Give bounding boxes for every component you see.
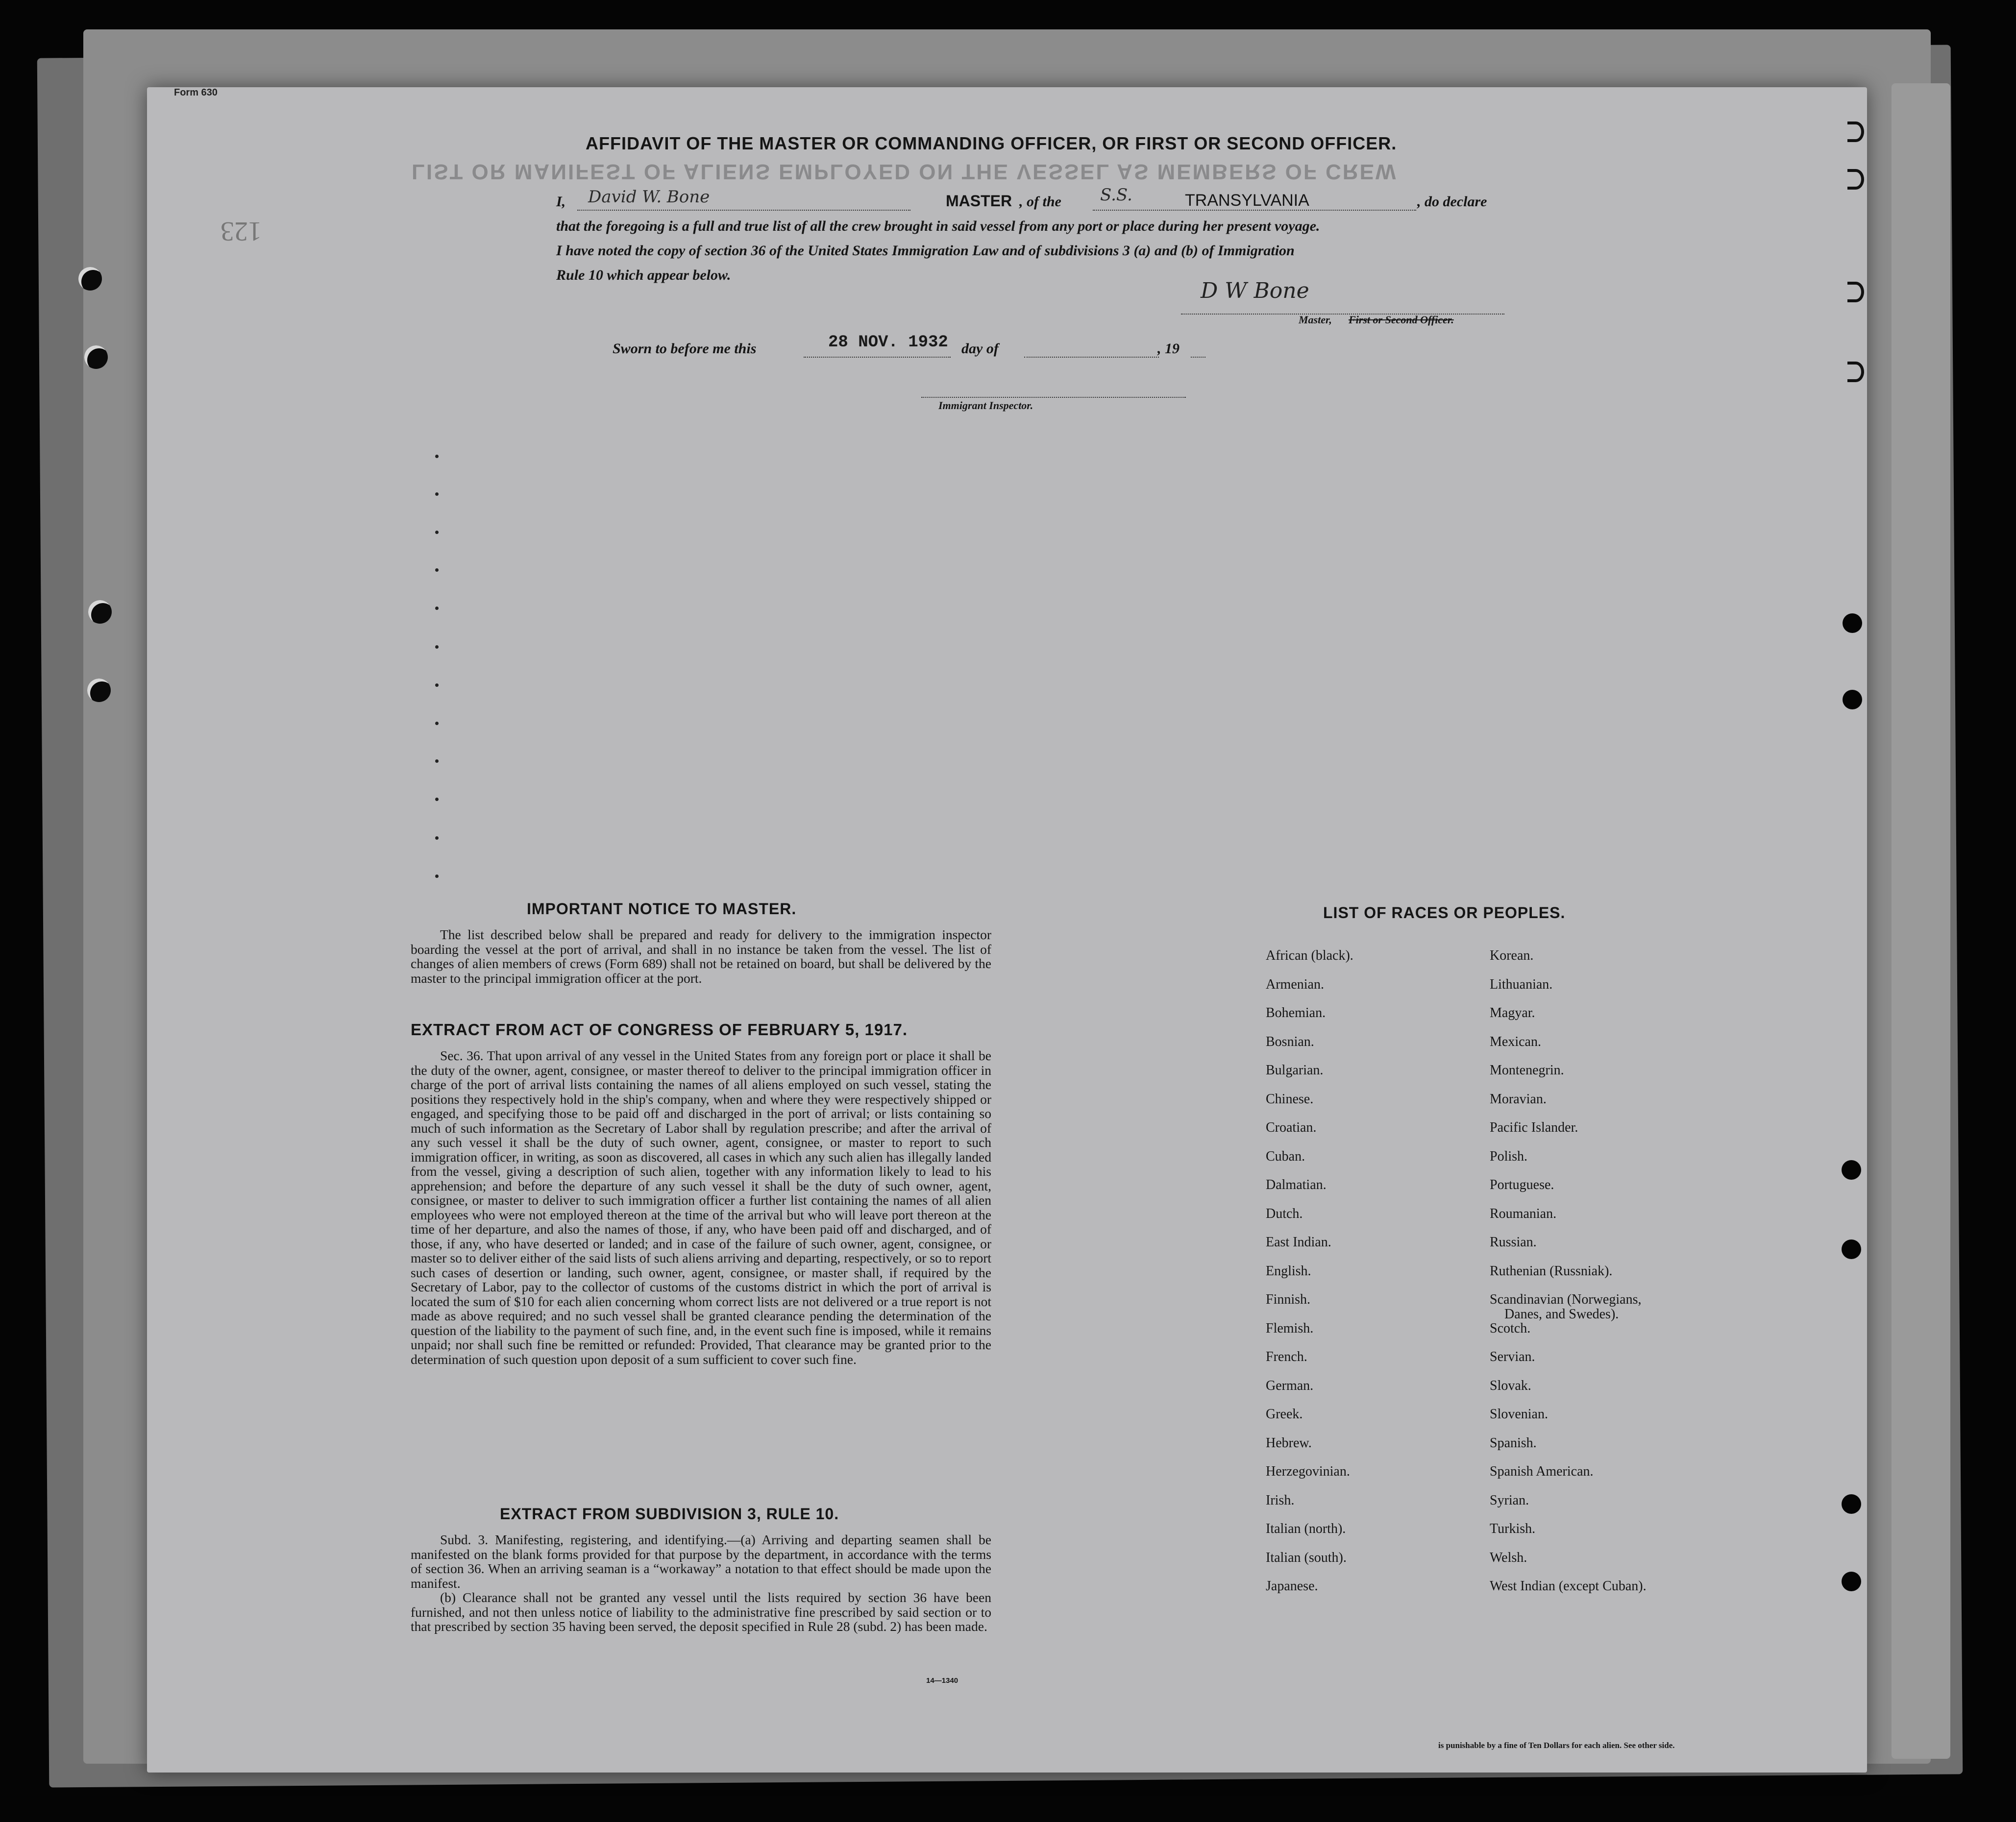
race-item: Roumanian.: [1490, 1206, 1557, 1221]
race-item: Lithuanian.: [1490, 976, 1553, 992]
of-the-label: , of the: [1019, 194, 1061, 210]
print-code: 14—1340: [926, 1676, 959, 1685]
race-item: German.: [1266, 1378, 1314, 1393]
race-item: Italian (north).: [1266, 1521, 1346, 1536]
race-item: East Indian.: [1266, 1235, 1331, 1250]
year-label: , 19: [1157, 340, 1180, 357]
affidavit-line-3: I have noted the copy of section 36 of the United States Immigration Law and of subdivisions 3 (a) and (b) of Immigration: [556, 243, 1295, 259]
document-page: [147, 87, 1867, 1773]
race-item: Italian (south).: [1266, 1550, 1347, 1565]
sworn-day-line: [804, 357, 951, 358]
race-item: Scandinavian (Norwegians,: [1490, 1292, 1642, 1307]
signature-caption-struck: First or Second Officer.: [1349, 314, 1454, 326]
back-sheet-edge: [1892, 83, 1950, 1759]
race-item: Turkish.: [1490, 1521, 1536, 1536]
race-item: Bosnian.: [1266, 1034, 1314, 1049]
race-item: Armenian.: [1266, 976, 1324, 992]
race-item: Welsh.: [1490, 1550, 1527, 1565]
sworn-label: Sworn to before me this: [613, 340, 757, 357]
race-item: Finnish.: [1266, 1292, 1311, 1307]
binder-hole-icon: [1842, 1239, 1861, 1259]
race-item: Danes, and Swedes).: [1504, 1307, 1619, 1322]
affidavit-title: AFFIDAVIT OF THE MASTER OR COMMANDING OFFICER, OR FIRST OR SECOND OFFICER.: [586, 133, 1397, 153]
race-item: Irish.: [1266, 1492, 1295, 1508]
race-item: Hebrew.: [1266, 1435, 1312, 1451]
race-item: African (black).: [1266, 948, 1353, 963]
race-item: Moravian.: [1490, 1091, 1547, 1107]
race-item: Scotch.: [1490, 1320, 1531, 1336]
extract-act-title: EXTRACT FROM ACT OF CONGRESS OF FEBRUARY 5, 1917.: [411, 1020, 908, 1039]
race-item: Slovak.: [1490, 1378, 1531, 1393]
year-line: [1191, 357, 1205, 358]
race-item: Magyar.: [1490, 1005, 1535, 1020]
race-item: Bohemian.: [1266, 1005, 1326, 1020]
clip-icon: [1847, 121, 1864, 142]
vessel-prefix-handwritten: S.S.: [1100, 185, 1132, 205]
fine-note: is punishable by a fine of Ten Dollars for each alien. See other side.: [1438, 1741, 1675, 1750]
race-item: Dalmatian.: [1266, 1177, 1327, 1192]
vessel-name: TRANSYLVANIA: [1185, 191, 1309, 210]
extract-rule-text: [411, 1532, 991, 1634]
race-item: Spanish.: [1490, 1435, 1537, 1451]
race-item: Bulgarian.: [1266, 1063, 1324, 1078]
binder-hole-icon: [1843, 613, 1862, 633]
race-item: Flemish.: [1266, 1320, 1314, 1336]
race-item: Herzegovinian.: [1266, 1464, 1350, 1479]
rule-subdivision-a: Subd. 3. Manifesting, registering, and identifying.—(a) Arriving and departing seamen shall be manifested on the blank forms provided for that purpose by the department, in accordance with the terms of section 36. When an arriving seaman is a “workaway” a notation to that effect should be made upon the manifest.: [411, 1532, 991, 1591]
race-item: Polish.: [1490, 1148, 1528, 1164]
day-of-label: day of: [961, 340, 999, 357]
master-name-handwritten: David W. Bone: [588, 187, 710, 207]
affidavit-line-4: Rule 10 which appear below.: [556, 267, 731, 283]
affidavit-line-2: that the foregoing is a full and true list of all the crew brought in said vessel from any port or place during her present voyage.: [556, 218, 1320, 234]
binder-hole-icon: [84, 345, 108, 369]
race-item: Portuguese.: [1490, 1177, 1554, 1192]
binder-hole-icon: [78, 267, 102, 291]
bleed-through-number: 123: [221, 216, 262, 246]
month-line: [1024, 357, 1159, 358]
race-item: Montenegrin.: [1490, 1063, 1564, 1078]
race-item: Mexican.: [1490, 1034, 1541, 1049]
race-item: Ruthenian (Russniak).: [1490, 1263, 1613, 1279]
race-item: French.: [1266, 1349, 1307, 1364]
race-item: West Indian (except Cuban).: [1490, 1579, 1647, 1594]
race-item: Syrian.: [1490, 1492, 1529, 1508]
binder-hole-icon: [87, 679, 111, 702]
race-item: Japanese.: [1266, 1579, 1318, 1594]
clip-icon: [1847, 282, 1864, 302]
clip-icon: [1847, 362, 1864, 382]
signature-caption-master: Master,: [1299, 314, 1332, 326]
race-item: Greek.: [1266, 1407, 1303, 1422]
important-notice-title: IMPORTANT NOTICE TO MASTER.: [527, 900, 797, 918]
important-notice-text: The list described below shall be prepared and ready for delivery to the immigration inspector boarding the vessel at the port of arrival, and shall in no instance be taken from the vessel. The list of changes of alien members of crews (Form 689) shall not be retained on board, but shall be delivered by the master to the principal immigration officer at the port.: [411, 927, 991, 986]
race-item: Pacific Islander.: [1490, 1120, 1578, 1135]
master-signature: D W Bone: [1201, 278, 1309, 303]
race-item: Dutch.: [1266, 1206, 1303, 1221]
binder-hole-icon: [88, 600, 112, 624]
binder-hole-icon: [1842, 1572, 1861, 1591]
race-item: Spanish American.: [1490, 1464, 1594, 1479]
inspector-line: [921, 397, 1186, 398]
clip-icon: [1847, 169, 1864, 190]
race-item: Servian.: [1490, 1349, 1535, 1364]
form-number: Form 630: [174, 87, 218, 98]
race-item: Korean.: [1490, 948, 1534, 963]
affidavit-i-label: I,: [556, 194, 566, 210]
race-item: Croatian.: [1266, 1120, 1317, 1135]
date-stamp: 28 NOV. 1932: [828, 333, 948, 352]
race-item: Russian.: [1490, 1235, 1537, 1250]
binder-hole-icon: [1842, 1160, 1861, 1180]
binder-hole-icon: [1843, 690, 1862, 709]
binder-hole-icon: [1842, 1494, 1861, 1514]
master-name-line: [577, 210, 910, 211]
bleed-through-header: LIST OR MANIFEST OF ALIENS EMPLOYED ON THE VESSEL AS MEMBERS OF CREW: [412, 160, 1398, 184]
extract-act-text: Sec. 36. That upon arrival of any vessel in the United States from any foreign port or place it shall be the duty of the owner, agent, consignee, or master thereof to deliver to the principal immigration officer in charge of the port of arrival lists containing the names of all aliens employed on such vessel, stating the positions they respectively hold in the ship's company, when and where they were respectively shipped or engaged, and specifying those to be paid off and discharged in the port of arrival; or lists containing so much of such information as the Secretary of Labor shall by regulation prescribe; and after the arrival of any such vessel it shall be the duty of such owner, agent, consignee, or master to report to such immigration officer, in writing, as soon as discovered, all cases in which any such alien has illegally landed from the vessel, giving a description of such alien, together with any information likely to lead to his apprehension; and before the departure of any such vessel it shall be the duty of such owner, agent, consignee, or master to deliver to such immigration officer a further list containing the names of all alien employees who were not employed thereon at the time of the arrival but who will leave port thereon at the time of her departure, and also the names of those, if any, who have been paid off and discharged, and of those, if any, who have deserted or landed; and in case of the failure of such owner, agent, consignee, or master so to deliver either of the said lists of such aliens arriving and departing, respectively, or so to report such cases of desertion or landing, such owner, agent, consignee, or master shall, if required by the Secretary of Labor, pay to the collector of customs of the customs district in which the port of arrival is located the sum of $10 for each alien concerning whom correct lists are not delivered or a true report is not made as above required; and no such vessel shall be granted clearance pending the determination of the question of the liability to the payment of such fine, and, in the event such fine is imposed, while it remains unpaid; nor shall such fine be remitted or refunded: Provided, That clearance may be granted prior to the determination of such question upon deposit of a sum sufficient to cover such fine.: [411, 1048, 991, 1367]
race-item: English.: [1266, 1263, 1311, 1279]
race-item: Cuban.: [1266, 1148, 1305, 1164]
race-item: Slovenian.: [1490, 1407, 1548, 1422]
rule-subdivision-b: (b) Clearance shall not be granted any vessel until the lists required by section 36 have been furnished, and not then unless notice of liability to the administrative fine prescribed by said section or to that prescribed by section 35 having been served, the deposit specified in Rule 28 (subd. 2) has been made.: [411, 1590, 991, 1634]
extract-rule-title: EXTRACT FROM SUBDIVISION 3, RULE 10.: [500, 1505, 839, 1523]
signature-line: [1181, 314, 1504, 315]
race-item: Chinese.: [1266, 1091, 1314, 1107]
races-list-title: LIST OF RACES OR PEOPLES.: [1323, 904, 1566, 922]
master-label: MASTER: [946, 192, 1012, 210]
declare-label: , do declare: [1417, 194, 1487, 210]
inspector-label: Immigrant Inspector.: [938, 399, 1033, 412]
